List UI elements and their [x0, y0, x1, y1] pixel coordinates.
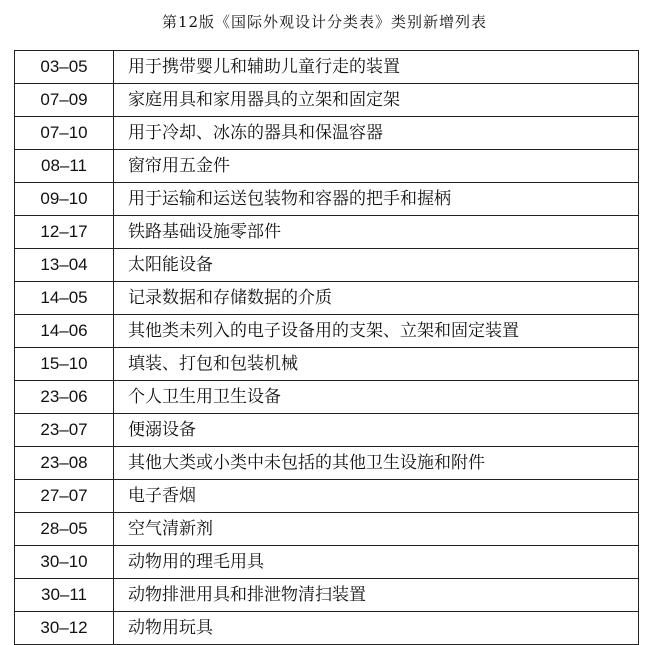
class-code: 14–05 [15, 282, 114, 315]
class-name: 动物用的理毛用具 [114, 546, 639, 579]
table-row [15, 414, 639, 447]
table-row [15, 216, 639, 249]
class-code: 30–11 [15, 579, 114, 612]
class-name: 窗帘用五金件 [114, 150, 639, 183]
page-title: 第12版《国际外观设计分类表》类别新增列表 [161, 13, 488, 31]
class-code: 15–10 [15, 348, 114, 381]
class-code: 28–05 [15, 513, 114, 546]
class-code: 03–05 [15, 51, 114, 84]
table-row [15, 513, 639, 546]
table-row [15, 612, 639, 645]
table-row [15, 447, 639, 480]
table-row [15, 381, 639, 414]
class-code: 30–12 [15, 612, 114, 645]
class-name: 其他类未列入的电子设备用的支架、立架和固定装置 [114, 315, 639, 348]
class-code: 12–17 [15, 216, 114, 249]
class-name: 便溺设备 [114, 414, 639, 447]
class-name: 用于冷却、冰冻的器具和保温容器 [114, 117, 639, 150]
class-name: 记录数据和存储数据的介质 [114, 282, 639, 315]
table-row [15, 150, 639, 183]
class-name: 用于运输和运送包装物和容器的把手和握柄 [114, 183, 639, 216]
class-name: 空气清新剂 [114, 513, 639, 546]
table-row [15, 348, 639, 381]
class-code: 23–07 [15, 414, 114, 447]
class-code: 07–09 [15, 84, 114, 117]
class-code: 09–10 [15, 183, 114, 216]
class-code: 08–11 [15, 150, 114, 183]
class-name: 其他大类或小类中未包括的其他卫生设施和附件 [114, 447, 639, 480]
category-table [14, 50, 639, 645]
table-row [15, 579, 639, 612]
class-name: 动物排泄用具和排泄物清扫装置 [114, 579, 639, 612]
class-code: 07–10 [15, 117, 114, 150]
table-row [15, 315, 639, 348]
table-row [15, 183, 639, 216]
class-name: 动物用玩具 [114, 612, 639, 645]
table-row [15, 51, 639, 84]
class-name: 太阳能设备 [114, 249, 639, 282]
class-code: 30–10 [15, 546, 114, 579]
table-row [15, 546, 639, 579]
table-row [15, 480, 639, 513]
class-name: 个人卫生用卫生设备 [114, 381, 639, 414]
class-name: 用于携带婴儿和辅助儿童行走的装置 [114, 51, 639, 84]
class-name: 家庭用具和家用器具的立架和固定架 [114, 84, 639, 117]
class-name: 电子香烟 [114, 480, 639, 513]
class-code: 14–06 [15, 315, 114, 348]
class-name: 填装、打包和包装机械 [114, 348, 639, 381]
table-row [15, 249, 639, 282]
class-code: 23–08 [15, 447, 114, 480]
table-row [15, 117, 639, 150]
table-row [15, 282, 639, 315]
table-row [15, 84, 639, 117]
class-code: 27–07 [15, 480, 114, 513]
class-code: 13–04 [15, 249, 114, 282]
class-name: 铁路基础设施零部件 [114, 216, 639, 249]
class-code: 23–06 [15, 381, 114, 414]
